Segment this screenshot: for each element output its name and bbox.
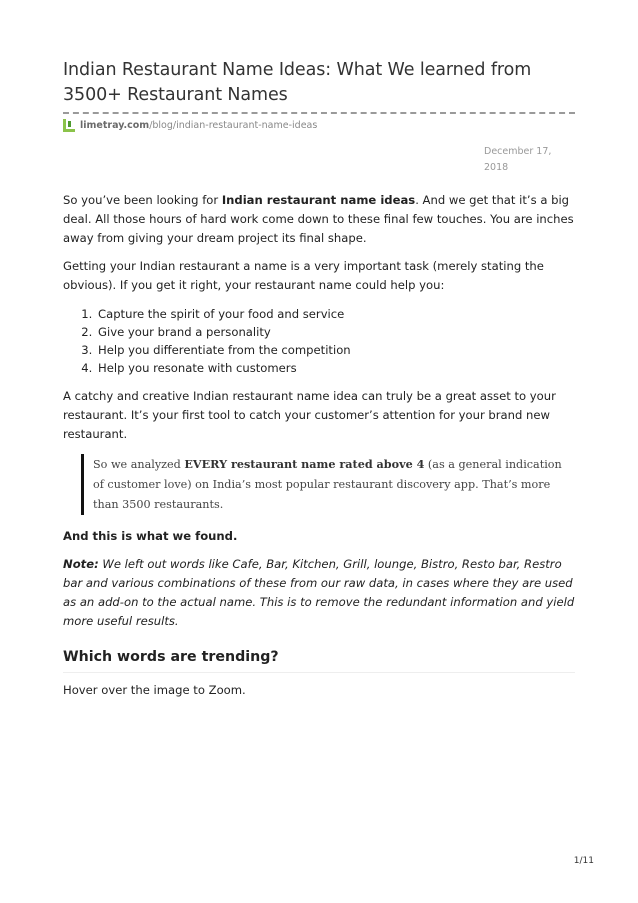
intro-text-end: . And we get that it’s a big deal. All those hours of hard work come down to these final few touches. You are inches away from giving your dream project its final shape. [63,193,574,245]
post-date: December 17, 2018 [484,146,552,173]
list-item: 4. Help you resonate with customers [96,359,575,377]
naming-paragraph: Getting your Indian restaurant a name is a very important task (merely stating the obvious). If you get it right, your restaurant name could help you: [63,259,544,292]
note-label: Note: [63,557,99,571]
quote-text-start: So we analyzed [93,458,185,471]
limetray-logo-icon [63,119,75,132]
note-paragraph [63,555,575,631]
section-heading: Which words are trending? [63,647,575,673]
note-text: We left out words like Cafe, Bar, Kitchen, Grill, lounge, Bistro, Resto bar, Restro bar and various combinations of these from our raw data, in cases where they are used as an add-on to the actual name. This is to remove the redundant information and yield more useful results. [63,557,575,628]
quote-emphasis: EVERY restaurant name rated above 4 [184,457,425,471]
source-link[interactable] [80,119,317,132]
source-domain: limetray.com [80,120,150,131]
title-divider [63,112,575,114]
zoom-hint: Hover over the image to Zoom. [63,683,246,697]
article [63,58,575,700]
article-title: Indian Restaurant Name Ideas: What We learned from 3500+ Restaurant Names [63,60,532,105]
intro-keyword: Indian restaurant name ideas [221,193,416,207]
source-line [63,119,575,132]
findings-lead: And this is what we found. [63,529,238,543]
page-number: 1/11 [573,856,594,866]
intro-paragraph [63,191,575,248]
quote-text-end: (as a general indication of customer love) on India’s most popular restaurant discovery app. That’s more than 3500 restaurants. [93,458,562,511]
list-item: 1. Capture the spirit of your food and service [96,305,575,323]
list-item: 3. Help you differentiate from the competition [96,341,575,359]
benefits-list [63,305,575,377]
asset-paragraph: A catchy and creative Indian restaurant name idea can truly be a great asset to your restaurant. It’s your first tool to catch your customer’s attention for your brand new restaurant. [63,389,556,441]
intro-text-start: So you’ve been looking for [63,193,222,207]
list-item: 2. Give your brand a personality [96,323,575,341]
analysis-quote [81,454,575,515]
source-path: /blog/indian-restaurant-name-ideas [149,120,318,131]
